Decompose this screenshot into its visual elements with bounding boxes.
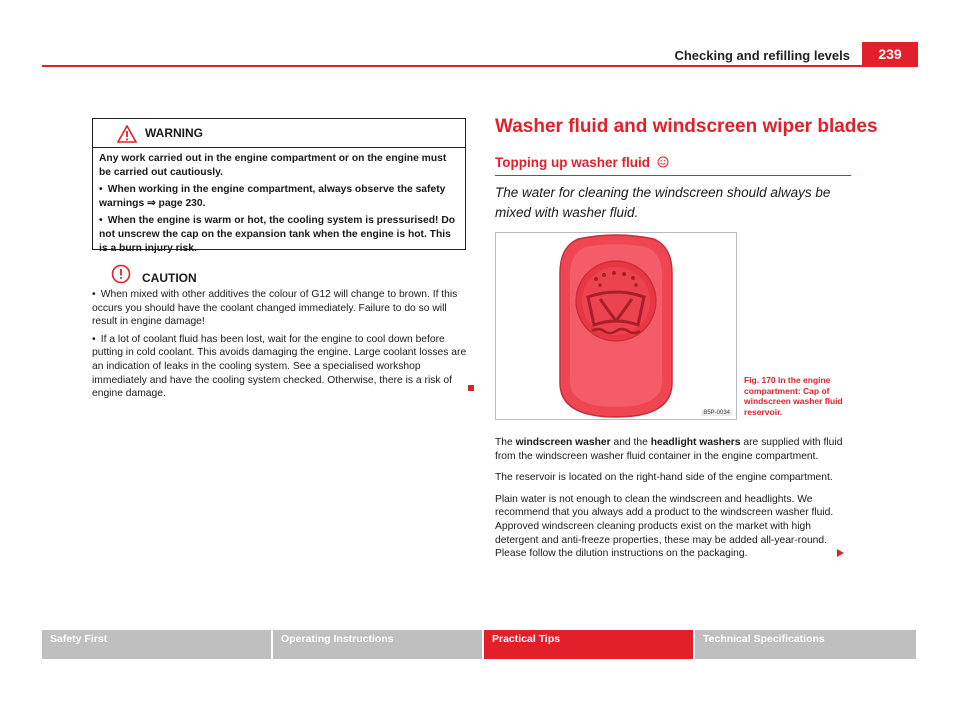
warning-paragraph: Any work carried out in the engine compartment or on the engine must be carried out cautiously. xyxy=(99,153,447,178)
text-span: The xyxy=(495,437,516,448)
term-headlight-washers: headlight washers xyxy=(650,437,741,448)
body-paragraph xyxy=(495,436,855,463)
caution-paragraph: • If a lot of coolant fluid has been lost, wait for the engine to cool down before putting in cold coolant. This avoids damaging the engine. Large coolant losses are an indication of leaks in the cooling system. See a specialised workshop immediately and have the cooling system checked. Otherwise, there is a risk of engine damage. xyxy=(92,333,467,400)
continue-arrow-icon xyxy=(837,549,844,557)
section-end-mark xyxy=(468,385,474,391)
header-rule xyxy=(42,65,918,67)
caution-label: CAUTION xyxy=(142,271,197,285)
subsection-title-text: Topping up washer fluid xyxy=(495,155,650,170)
footer-tab-practical-tips[interactable]: Practical Tips xyxy=(484,630,693,659)
section-title: Washer fluid and windscreen wiper blades xyxy=(495,116,878,137)
footer-tab-technical-specifications[interactable]: Technical Specifications xyxy=(695,630,916,659)
caution-exclamation-icon xyxy=(111,264,131,284)
body-paragraph: Plain water is not enough to clean the windscreen and headlights. We recommend that you always add a product to the windscreen washer fluid. Approved windscreen cleaning products exist on the market with high detergent and anti-freeze properties, these may be added all-year-round. Please follow the dilution instructions on the packaging. xyxy=(495,493,834,560)
footer-nav xyxy=(42,630,918,659)
footer-tab-safety-first[interactable]: Safety First xyxy=(42,630,271,659)
caution-paragraph: • When mixed with other additives the colour of G12 will change to brown. If this occurs you should have the coolant changed immediately. Failure to do so will result in engine damage! xyxy=(92,289,458,328)
term-windscreen-washer: windscreen washer xyxy=(515,437,611,448)
washer-cap-illustration xyxy=(496,233,736,419)
warning-triangle-icon xyxy=(117,125,137,143)
running-header-title: Checking and refilling levels xyxy=(674,48,850,63)
footer-tab-operating-instructions[interactable]: Operating Instructions xyxy=(273,630,482,659)
figure-washer-cap xyxy=(495,232,737,420)
subsection-rule xyxy=(495,175,851,176)
figure-code: B5P-0034 xyxy=(703,410,730,416)
warning-label: WARNING xyxy=(145,126,203,140)
smiley-icon xyxy=(657,156,669,168)
caution-body xyxy=(92,288,472,405)
body-text xyxy=(495,436,855,569)
page-number: 239 xyxy=(862,42,918,67)
warning-paragraph: • When the engine is warm or hot, the cooling system is pressurised! Do not unscrew the cap on the expansion tank when the engine is hot. This is a burn injury risk. xyxy=(99,215,456,254)
text-span: are supplied with fluid from the windscreen washer fluid container in the engine compartment. xyxy=(495,437,843,462)
warning-body xyxy=(93,148,465,255)
figure-caption: Fig. 170 In the engine compartment: Cap of windscreen washer fluid reservoir. xyxy=(744,375,843,417)
warning-header xyxy=(93,119,465,148)
text-span: and the xyxy=(610,437,651,448)
warning-paragraph: • When working in the engine compartment, always observe the safety warnings ⇒ page 230. xyxy=(99,184,446,209)
intro-text: The water for cleaning the windscreen should always be mixed with washer fluid. xyxy=(495,185,831,220)
subsection-title xyxy=(495,155,669,170)
body-paragraph: The reservoir is located on the right-hand side of the engine compartment. xyxy=(495,472,833,484)
warning-box xyxy=(92,118,466,254)
